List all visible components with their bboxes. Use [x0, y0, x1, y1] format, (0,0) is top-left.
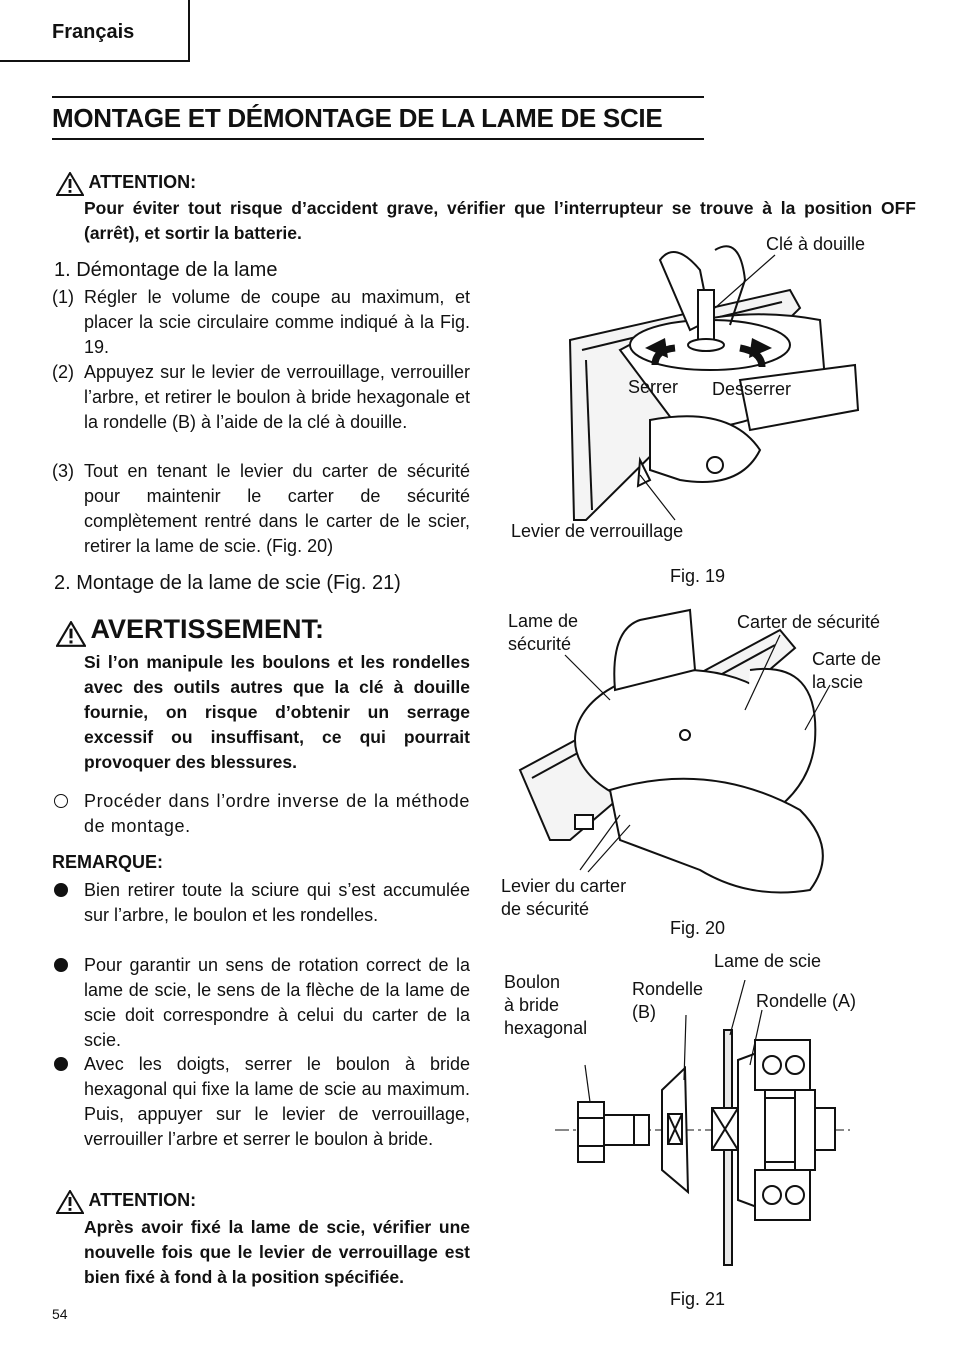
item-text: Tout en tenant le levier du carter de sécurité pour maintenir le carter de sécurité complètement rentré dans le carter de le scier, retirer la lame de scie. (Fig. 20) — [84, 461, 470, 556]
warning-triangle-icon — [56, 1190, 84, 1214]
remarks-label: REMARQUE: — [52, 852, 163, 872]
bullet-icon — [54, 958, 68, 972]
fig21-illustration — [550, 980, 860, 1270]
warning-label: AVERTISSEMENT: — [90, 614, 324, 644]
warning-triangle-icon — [56, 621, 86, 647]
bullet-icon — [54, 883, 68, 897]
fig20-label-blade-line2: sécurité — [508, 634, 572, 654]
remark-item: Bien retirer toute la sciure qui s’est accumulée sur l’arbre, le boulon et les rondelles. — [84, 878, 470, 928]
language-label: Français — [52, 21, 135, 43]
list-item — [52, 459, 470, 559]
fig21-label-washer-b-line2: (B) — [632, 1002, 656, 1022]
fig19-label-wrench: Clé à douille — [766, 234, 866, 254]
fig20-label-guard: Carter de sécurité — [737, 612, 881, 632]
fig21-label-washer-b-line1: Rondelle — [632, 979, 704, 999]
language-tab — [0, 0, 190, 62]
fig20-label-saw-case-line2: la scie — [812, 672, 864, 692]
fig19-illustration — [500, 230, 880, 530]
warning-text: Si l’on manipule les boulons et les rondelles avec des outils autres que la clé à douille fournie, on risque d’obtenir un serrage excessif ou insuffisant, ce qui pourrait provoquer des blessures. — [84, 652, 470, 772]
circle-bullet-icon — [54, 794, 68, 808]
remark-item: Pour garantir un sens de rotation correct de la lame de scie, le sens de la flèche de la lame de scie doit correspondre à celui du carter de la scie. — [84, 953, 470, 1053]
remark-item: Avec les doigts, serrer le boulon à bride hexagonal qui fixe la lame de scie au maximum. Puis, appuyer sur le levier de verrouillage, verrouiller l’arbre et serrer le boulon à bride. — [84, 1052, 470, 1152]
fig20-caption: Fig. 20 — [670, 918, 726, 938]
fig21-label-bolt-line3: hexagonal — [504, 1018, 588, 1038]
fig19-label-lock-lever: Levier de verrouillage — [511, 521, 684, 541]
caution-label: ATTENTION: — [88, 1190, 197, 1211]
item-text: Appuyez sur le levier de verrouillage, verrouiller l’arbre, et retirer le boulon à bride hexagonale et la rondelle (B) à l’aide de la clé à douille. — [84, 362, 470, 432]
list-item — [52, 285, 470, 360]
section-heading-1: 1. Démontage de la lame — [54, 259, 278, 281]
caution-block-2 — [56, 1190, 196, 1214]
fig20-label-saw-case-line1: Carte de — [812, 649, 882, 669]
procedure-item: Procéder dans l’ordre inverse de la méthode de montage. — [84, 789, 470, 839]
bullet-icon — [54, 1057, 68, 1071]
fig19-label-tighten: Serrer — [628, 377, 679, 397]
item-number: (1) — [52, 287, 74, 307]
caution-text-2: Après avoir fixé la lame de scie, vérifier une nouvelle fois que le levier de verrouillage est bien fixé à fond à la position spécifiée. — [84, 1217, 470, 1287]
warning-triangle-icon — [56, 172, 84, 196]
list-item — [52, 360, 470, 435]
page-title: MONTAGE ET DÉMONTAGE DE LA LAME DE SCIE — [52, 96, 704, 140]
item-number: (3) — [52, 461, 74, 481]
fig21-label-bolt-line1: Boulon — [504, 972, 561, 992]
section-heading-2: 2. Montage de la lame de scie (Fig. 21) — [54, 572, 401, 594]
fig20-label-guard-lever-line2: de sécurité — [501, 899, 590, 919]
fig21-caption: Fig. 21 — [670, 1289, 726, 1309]
fig20-label-blade-line1: Lame de — [508, 611, 579, 631]
fig19-caption: Fig. 19 — [670, 566, 726, 586]
page-number: 54 — [52, 1306, 68, 1322]
fig21-label-bolt-line2: à bride — [504, 995, 560, 1015]
caution-text-1: Pour éviter tout risque d’accident grave, vérifier que l’interrupteur se trouve à la position OFF (arrêt), et sortir la batterie. — [84, 198, 916, 243]
fig20-label-guard-lever-line1: Levier du carter — [501, 876, 627, 896]
caution-block-1 — [56, 172, 196, 196]
caution-label: ATTENTION: — [88, 172, 197, 193]
item-text: Régler le volume de coupe au maximum, et placer la scie circulaire comme indiqué à la Fig. 19. — [84, 287, 470, 357]
fig21-label-washer-a: Rondelle (A) — [756, 991, 857, 1011]
warning-block — [56, 614, 324, 647]
fig21-label-saw-blade: Lame de scie — [714, 951, 822, 971]
item-number: (2) — [52, 362, 74, 382]
fig19-label-loosen: Desserrer — [712, 379, 792, 399]
